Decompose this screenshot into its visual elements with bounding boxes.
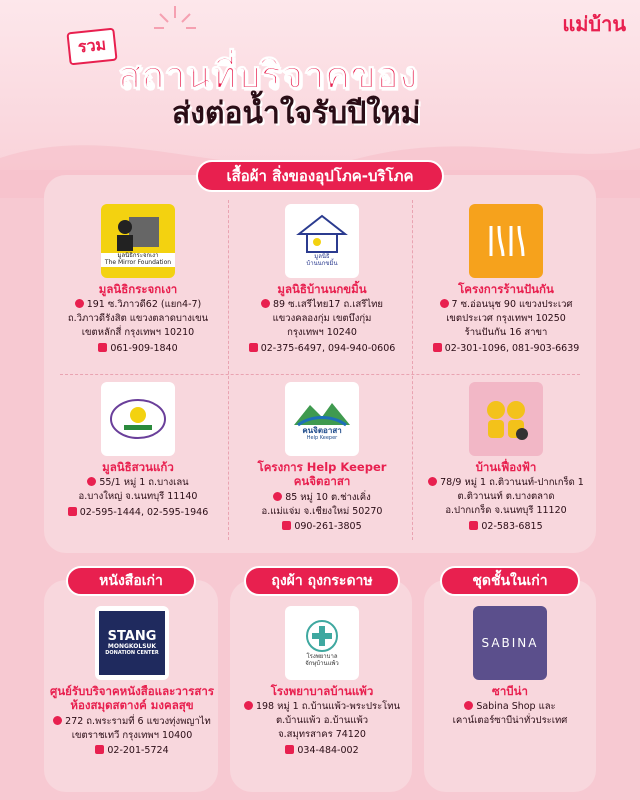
org-phone[interactable] <box>46 744 218 758</box>
phone-icon <box>469 521 478 530</box>
section-title-clothes: เสื้อผ้า สิ่งของอุปโภค-บริโภค <box>196 160 444 192</box>
org-address <box>232 700 412 741</box>
phone-icon <box>282 521 291 530</box>
phone-icon <box>95 745 104 754</box>
location-pin-icon <box>87 477 96 486</box>
punkun-logo <box>469 204 543 278</box>
org-name: มูลนิธิบ้านนกขมิ้น <box>277 282 367 296</box>
phone-icon <box>98 343 107 352</box>
brand-logo[interactable]: แม่บ้าน <box>562 12 626 36</box>
address-text: 7 ซ.อ่อนนุช 90 แขวงประเวศ เขตประเวศ กรุงเทพฯ 10250 ร้านปันกัน 16 สาขา <box>446 299 573 338</box>
address-text: 78/9 หมู่ 1 ถ.ติวานนท์-ปากเกร็ด 1 ต.ติวานนท์ ต.บางตลาด อ.ปากเกร็ด จ.นนทบุรี 11120 <box>440 477 584 516</box>
mountain-icon <box>292 397 352 427</box>
donation-card-suankaew <box>52 382 224 520</box>
org-address <box>52 298 224 339</box>
donation-card-banphaeo <box>232 606 412 757</box>
divider <box>60 374 580 375</box>
address-text: 191 ซ.วิภาวดี62 (แยก4-7) ถ.วิภาวดีรังสิต แขวงตลาดบางเขน เขตหลักสี่ กรุงเทพฯ 10210 <box>67 299 209 338</box>
address-text: 272 ถ.พระรามที่ 6 แขวงทุ่งพญาไท เขตราชเทวี กรุงเทพฯ 10400 <box>65 715 211 741</box>
org-address <box>46 715 218 743</box>
suankaew-foundation-logo <box>101 382 175 456</box>
org-phone[interactable] <box>418 342 594 356</box>
address-text: 198 หมู่ 1 ถ.บ้านแพ้ว-พระประโทน ต.บ้านแพ้ว อ.บ้านแพ้ว จ.สมุทรสาคร 74120 <box>255 701 401 740</box>
divider <box>412 200 413 540</box>
donation-card-mirror <box>52 204 224 355</box>
phone-icon <box>433 343 442 352</box>
address-text: Sabina Shop และ เคาน์เตอร์ซาบีน่าทั่วประเทศ <box>452 701 568 727</box>
location-pin-icon <box>244 701 253 710</box>
divider <box>228 200 229 540</box>
suankaew-emblem-icon <box>108 397 168 441</box>
location-pin-icon <box>440 299 449 308</box>
phone-text: 034-484-002 <box>297 744 359 756</box>
phone-text: 02-201-5724 <box>107 745 169 757</box>
org-address <box>418 298 594 339</box>
helpkeeper-logo: คนจิตอาสา Help Keeper <box>285 382 359 456</box>
section-title-underwear: ชุดชั้นในเก่า <box>440 566 580 596</box>
address-text: 85 หมู่ 10 ต.ช่างเคิ่ง อ.แม่แจ่ม จ.เชียงใหม่ 50270 <box>261 491 383 517</box>
org-name: บ้านเฟื่องฟ้า <box>475 460 537 474</box>
page-title: สถานที่บริจาคของ <box>118 53 418 97</box>
org-phone[interactable] <box>236 520 408 534</box>
org-phone[interactable] <box>52 342 224 356</box>
sabina-logo: SABINA <box>473 606 547 680</box>
house-icon <box>295 214 349 254</box>
location-pin-icon <box>75 299 84 308</box>
phone-icon <box>249 343 258 352</box>
phone-text: 02-301-1096, 081-903-6639 <box>444 342 580 354</box>
phone-text: 061-909-1840 <box>110 342 178 354</box>
org-name: โครงการร้านปันกัน <box>458 282 554 296</box>
location-pin-icon <box>464 701 473 710</box>
org-name: มูลนิธิกระจกเงา <box>98 282 178 296</box>
section-title-bags: ถุงผ้า ถุงกระดาษ <box>244 566 400 596</box>
org-name: มูลนิธิสวนแก้ว <box>102 460 174 474</box>
org-address <box>236 491 408 519</box>
org-address <box>236 298 408 339</box>
org-phone[interactable] <box>232 744 412 758</box>
stang-logo: STANG MONGKOLSUK DONATION CENTER <box>95 606 169 680</box>
mirror-foundation-logo: มูลนิธิกระจกเงา The Mirror Foundation <box>101 204 175 278</box>
people-icon <box>113 215 163 253</box>
address-text: 55/1 หมู่ 1 ถ.บางเลน อ.บางใหญ่ จ.นนทบุรี 11140 <box>78 477 198 503</box>
org-name: โรงพยาบาลบ้านแพ้ว <box>270 684 374 698</box>
phone-text: 02-583-6815 <box>481 520 543 532</box>
org-address <box>418 476 594 517</box>
children-icon <box>478 394 534 444</box>
donation-card-nokkamin <box>236 204 408 355</box>
donation-card-helpkeeper <box>236 382 408 534</box>
donation-card-sabina <box>424 606 596 728</box>
donation-card-baanfuangfah <box>418 382 594 533</box>
phone-icon <box>68 507 77 516</box>
phone-text: 02-375-6497, 094-940-0606 <box>260 342 396 354</box>
phone-icon <box>285 745 294 754</box>
page-subtitle: ส่งต่อน้ำใจรับปีใหม่ <box>172 96 421 131</box>
location-pin-icon <box>273 492 282 501</box>
org-name: โครงการ Help Keeper คนจิตอาสา <box>257 460 387 489</box>
org-phone[interactable] <box>418 520 594 534</box>
sparkle-decoration <box>150 4 200 44</box>
location-pin-icon <box>261 299 270 308</box>
nokkamin-foundation-logo: มูลนิธิ บ้านนกขมิ้น <box>285 204 359 278</box>
punkun-glyph-icon <box>481 216 531 266</box>
address-text: 89 ซ.เสรีไทย17 ถ.เสรีไทย แขวงคลองกุ่ม เขตบึงกุ่ม กรุงเทพฯ 10240 <box>272 299 383 338</box>
org-name: ซาบีน่า <box>492 684 528 698</box>
hospital-cross-icon <box>305 619 339 653</box>
phone-text: 02-595-1444, 02-595-1946 <box>79 506 209 518</box>
title-tag: รวม <box>66 28 117 66</box>
baanfuangfah-logo <box>469 382 543 456</box>
org-phone[interactable] <box>236 342 408 356</box>
location-pin-icon <box>53 716 62 725</box>
section-title-books: หนังสือเก่า <box>66 566 196 596</box>
phone-text: 090-261-3805 <box>294 521 362 533</box>
donation-card-stang <box>46 606 218 758</box>
org-name: ศูนย์รับบริจาคหนังสือและวารสาร ห้องสมุดสตางค์ มงคลสุข <box>49 684 215 713</box>
donation-card-punkun <box>418 204 594 355</box>
org-phone[interactable] <box>52 506 224 520</box>
location-pin-icon <box>428 477 437 486</box>
banphaeo-hospital-logo: โรงพยาบาล จักษุบ้านแพ้ว <box>285 606 359 680</box>
org-address <box>424 700 596 728</box>
org-address <box>52 476 224 504</box>
